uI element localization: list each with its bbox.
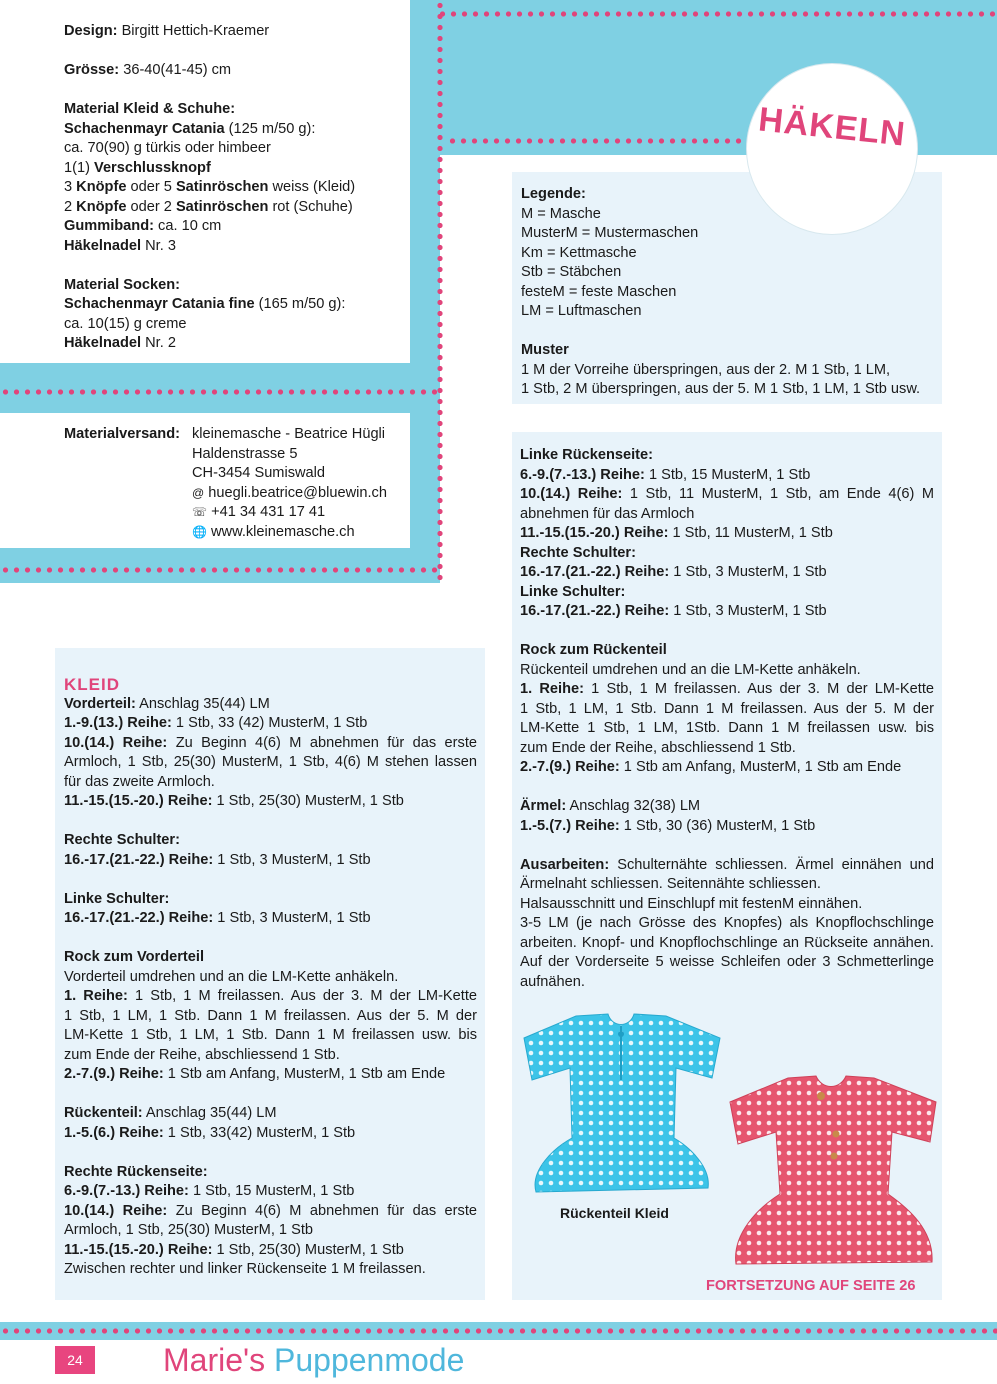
material-socks-title: Material Socken:: [64, 276, 180, 293]
magazine-brand: [163, 1340, 464, 1380]
row-text: 1 Stb, 25(30) MusterM, 1 Stb: [212, 793, 404, 809]
rechte-schulter-title: Rechte Schulter:: [520, 544, 636, 561]
material-line: ca. 10(15) g creme: [64, 315, 187, 332]
dot-row-footer: [0, 1328, 997, 1334]
material-line: Satinröschen: [175, 198, 269, 215]
kleid-box: [64, 675, 477, 1280]
row-label: 16.-17.(21.-22.) Reihe:: [520, 603, 670, 619]
row-label: 1.-9.(13.) Reihe:: [64, 715, 172, 731]
shipping-label: Materialversand:: [64, 426, 180, 442]
material-line: Knöpfe: [76, 179, 127, 195]
phone-icon: ☏: [192, 505, 208, 519]
dot-row-middle-left: [0, 389, 440, 395]
row-label: 10.(14.) Reihe:: [64, 1202, 168, 1219]
row-text: Vorderteil umdrehen und an die LM-Kette anhäkeln.: [64, 968, 399, 985]
turquoise-dress-photo: [516, 1008, 726, 1198]
row-text: 1 Stb, 33 (42) MusterM, 1 Stb: [171, 715, 368, 731]
teal-band-left-middle: [0, 363, 440, 413]
legend-item: MusterM = Mustermaschen: [521, 225, 699, 241]
row-text: 1 Stb, 30 (36) MusterM, 1 Stb: [619, 817, 816, 834]
row-label: 2.-7.(9.) Reihe:: [64, 1066, 164, 1082]
row-label: 11.-15.(15.-20.) Reihe:: [64, 793, 213, 809]
row-label: 1.-5.(6.) Reihe:: [64, 1124, 164, 1141]
row-text: Armloch, 1 Stb, 25(30) MusterM, 1 Stb, 4(6) M stehen lassen: [64, 754, 477, 770]
row-text: 1 Stb, 1 M freilassen. Aus der 3. M der LM-Kette: [127, 988, 478, 1004]
row-label: 1. Reihe:: [64, 988, 128, 1004]
rechte-schulter-title: Rechte Schulter:: [64, 832, 180, 848]
rock-vorderteil-title: Rock zum Vorderteil: [64, 949, 205, 965]
page-number: 24: [55, 1346, 95, 1374]
row-label: 1.-5.(7.) Reihe:: [520, 817, 620, 834]
rechte-rueckenseite-title: Rechte Rückenseite:: [64, 1163, 208, 1180]
material-line: Schachenmayr Catania: [64, 120, 225, 137]
material-line: Schachenmayr Catania fine: [64, 296, 255, 312]
row-text: 1 Stb, 1 LM, 1 Stb. Dann 1 M freilassen. Aus der 5. M der: [64, 1007, 477, 1024]
legend-item: M = Masche: [521, 205, 601, 222]
haekeln-badge-text: HÄKELN: [756, 100, 908, 154]
row-text: Anschlag 32(38) LM: [566, 798, 701, 814]
row-text: 3-5 LM (je nach Grösse des Knopfes) als Knopflochschlinge: [520, 915, 934, 931]
design-value: Birgitt Hettich-Kraemer: [117, 23, 270, 39]
row-text: 1 Stb am Anfang, MusterM, 1 Stb am Ende: [163, 1066, 446, 1082]
dot-row-upper-right: [447, 138, 747, 144]
material-line: rot (Schuhe): [268, 198, 353, 215]
material-line: Nr. 2: [141, 335, 176, 351]
row-text: 1 Stb, 11 MusterM, 1 Stb: [668, 525, 833, 541]
row-text: Anschlag 35(44) LM: [142, 1105, 277, 1121]
row-text: Zu Beginn 4(6) M abnehmen für das erste: [167, 734, 477, 751]
shipping-line: kleinemasche - Beatrice Hügli: [192, 426, 386, 442]
material-line: Knöpfe: [76, 198, 127, 215]
shipping-email[interactable]: huegli.beatrice@bluewin.ch: [208, 484, 387, 501]
row-text: für das zweite Armloch.: [64, 773, 215, 790]
row-text: aufnähen.: [520, 973, 585, 990]
row-label: 1. Reihe:: [520, 681, 584, 697]
row-text: zum Ende der Reihe, abschliessend 1 Stb.: [64, 1046, 340, 1063]
continue-note[interactable]: FORTSETZUNG AUF SEITE 26: [706, 1278, 916, 1294]
dot-row-top: [437, 11, 997, 17]
globe-icon: 🌐: [192, 524, 207, 539]
row-label: 6.-9.(7.-13.) Reihe:: [64, 1183, 189, 1199]
linke-schulter-title: Linke Schulter:: [64, 890, 170, 907]
row-text: Halsausschnitt und Einschlupf mit festenM einnähen.: [520, 895, 863, 912]
row-text: 1 Stb, 3 MusterM, 1 Stb: [669, 603, 827, 619]
row-label: 16.-17.(21.-22.) Reihe:: [520, 564, 670, 580]
material-line: Satinröschen: [175, 179, 269, 195]
row-text: 1 Stb, 15 MusterM, 1 Stb: [644, 466, 811, 483]
row-text: zum Ende der Reihe, abschliessend 1 Stb.: [520, 739, 796, 756]
row-label: 16.-17.(21.-22.) Reihe:: [64, 851, 214, 868]
row-text: Armloch, 1 Stb, 25(30) MusterM, 1 Stb: [64, 1222, 313, 1238]
brand-part-b: Puppenmode: [274, 1342, 465, 1378]
design-label: Design:: [64, 23, 118, 39]
legend-title: Legende:: [521, 186, 586, 202]
material-line: oder 2: [126, 198, 176, 215]
row-label: 11.-15.(15.-20.) Reihe:: [520, 525, 669, 541]
legend-item: LM = Luftmaschen: [521, 303, 642, 319]
shipping-phone: +41 34 431 17 41: [211, 504, 326, 520]
material-line: ca. 70(90) g türkis oder himbeer: [64, 140, 271, 156]
linke-rueckenseite-title: Linke Rückenseite:: [520, 447, 654, 463]
rueckenteil-label: Rückenteil:: [64, 1105, 143, 1121]
row-text: LM-Kette 1 Stb, 1 LM, 1Stb. Dann 1 M freilassen usw. bis: [520, 720, 934, 736]
teal-band-shipping-bottom: [0, 548, 440, 583]
row-text: 1 Stb, 3 MusterM, 1 Stb: [213, 910, 371, 926]
row-text: 1 Stb, 25(30) MusterM, 1 Stb: [212, 1241, 404, 1258]
vorderteil-value: Anschlag 35(44) LM: [135, 695, 270, 712]
linke-schulter-title: Linke Schulter:: [520, 583, 626, 600]
shipping-web[interactable]: www.kleinemasche.ch: [211, 523, 355, 540]
material-line: Häkelnadel: [64, 237, 142, 254]
material-box: [64, 22, 404, 354]
row-text: LM-Kette 1 Stb, 1 LM, 1 Stb. Dann 1 M freilassen usw. bis: [64, 1027, 477, 1043]
shipping-line: Haldenstrasse 5: [192, 445, 298, 462]
aermel-label: Ärmel:: [520, 798, 567, 814]
row-text: Ärmelnaht schliessen. Seitennähte schliessen.: [520, 876, 821, 892]
row-text: abnehmen für das Armloch: [520, 505, 695, 522]
material-line: 3: [64, 179, 77, 195]
material-line: (165 m/50 g):: [254, 296, 346, 312]
material-line: 2: [64, 198, 77, 215]
row-label: 6.-9.(7.-13.) Reihe:: [520, 466, 645, 483]
material-line: Gummiband:: [64, 218, 154, 234]
material-line: (125 m/50 g):: [224, 120, 316, 137]
material-line: 1(1): [64, 159, 95, 176]
kleid-title: KLEID: [64, 675, 120, 694]
muster-title: Muster: [521, 342, 569, 358]
row-text: 1 Stb, 15 MusterM, 1 Stb: [188, 1183, 355, 1199]
dot-row-shipping: [0, 567, 440, 573]
material-line: oder 5: [126, 179, 176, 195]
legend-item: Stb = Stäbchen: [521, 264, 622, 280]
size-value: 36-40(41-45) cm: [119, 62, 232, 78]
shipping-line: CH-3454 Sumiswald: [192, 465, 326, 481]
material-line: Nr. 3: [141, 237, 176, 254]
row-text: Zwischen rechter und linker Rückenseite 1 M freilassen.: [64, 1261, 426, 1277]
row-label: 2.-7.(9.) Reihe:: [520, 759, 620, 775]
raspberry-dress-photo: [724, 1068, 944, 1268]
row-label: 10.(14.) Reihe:: [520, 486, 623, 502]
row-label: 11.-15.(15.-20.) Reihe:: [64, 1241, 213, 1258]
ausarbeiten-label: Ausarbeiten:: [520, 856, 610, 873]
row-text: Rückenteil umdrehen und an die LM-Kette anhäkeln.: [520, 661, 861, 678]
row-text: 1 Stb, 3 MusterM, 1 Stb: [669, 564, 827, 580]
row-text: 1 Stb am Anfang, MusterM, 1 Stb am Ende: [619, 759, 902, 775]
row-text: 1 Stb, 33(42) MusterM, 1 Stb: [163, 1124, 356, 1141]
material-line: Verschlussknopf: [94, 159, 211, 176]
muster-line: 1 Stb, 2 M überspringen, aus der 5. M 1 Stb, 1 LM, 1 Stb usw.: [521, 381, 921, 397]
teal-band-left-vertical: [410, 0, 440, 413]
muster-line: 1 M der Vorreihe überspringen, aus der 2. M 1 Stb, 1 LM,: [521, 361, 891, 378]
row-label: 16.-17.(21.-22.) Reihe:: [64, 910, 214, 926]
vorderteil-label: Vorderteil:: [64, 695, 136, 712]
size-label: Grösse:: [64, 62, 120, 78]
material-line: Häkelnadel: [64, 335, 142, 351]
legend-item: Km = Kettmasche: [521, 244, 637, 261]
row-label: 10.(14.) Reihe:: [64, 734, 168, 751]
material-dress-title: Material Kleid & Schuhe:: [64, 101, 236, 117]
legend-item: festeM = feste Maschen: [521, 283, 677, 300]
right-box: [520, 446, 934, 992]
dot-column-left: [437, 0, 443, 583]
row-text: Zu Beginn 4(6) M abnehmen für das erste: [167, 1202, 477, 1219]
row-text: 1 Stb, 3 MusterM, 1 Stb: [213, 851, 371, 868]
material-line: weiss (Kleid): [268, 179, 356, 195]
brand-part-a: Marie's: [163, 1342, 266, 1378]
material-line: ca. 10 cm: [154, 218, 222, 234]
row-text: 1 Stb, 1 M freilassen. Aus der 3. M der LM-Kette: [583, 681, 934, 697]
row-text: arbeiten. Knopf- und Knopflochschlinge an Rückseite annähen.: [520, 934, 934, 951]
row-text: Auf der Vorderseite 5 weisse Schleifen oder 3 Schmetterlinge: [520, 954, 934, 970]
row-text: 1 Stb, 11 MusterM, 1 Stb, am Ende 4(6) M: [622, 486, 935, 502]
row-text: 1 Stb, 1 LM, 1 Stb. Dann 1 M freilassen. Aus der 5. M der: [520, 700, 934, 717]
photo-caption: Rückenteil Kleid: [560, 1205, 669, 1221]
email-icon: @: [192, 485, 205, 500]
row-text: Schulternähte schliessen. Ärmel einnähen und: [609, 856, 934, 873]
rock-rueckenteil-title: Rock zum Rückenteil: [520, 642, 667, 658]
